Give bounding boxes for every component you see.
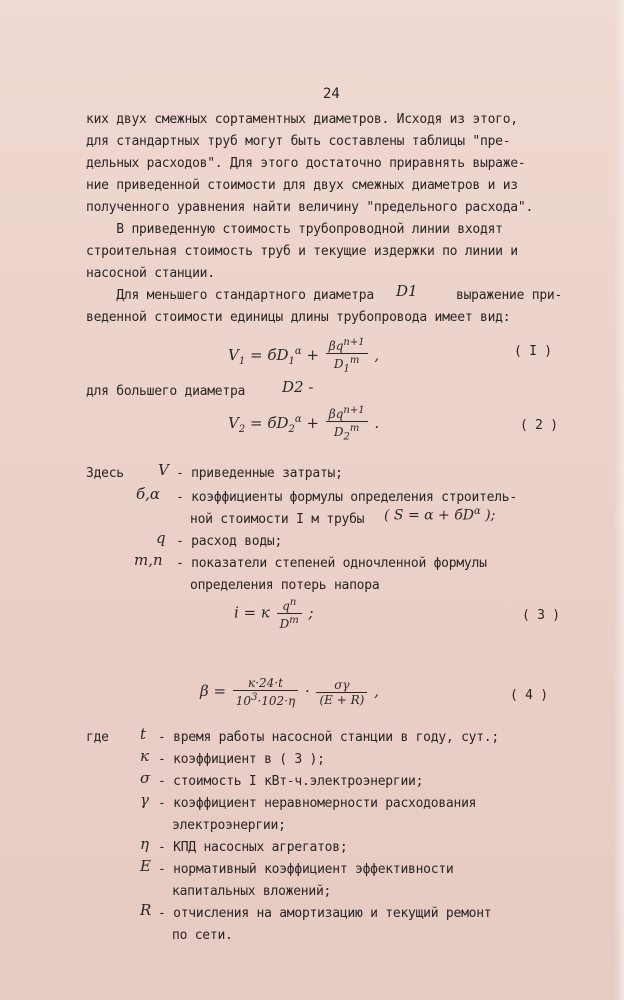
where-label: где (86, 730, 109, 745)
definition-text: - коэффициент в ( 3 ); (158, 752, 325, 767)
formula-2: $V_2 = бD_2^\alpha$ + $\frac{\beta q^{n+1}}{D_2^m}$ . (228, 405, 380, 443)
definition-text: электроэнергии; (172, 818, 286, 833)
symbol-r: R (140, 901, 152, 919)
definition-text: - расход воды; (176, 534, 283, 549)
definition-text: - нормативный коэффициент эффективности (158, 862, 454, 877)
symbol-k: к (140, 747, 149, 765)
definition-text: - стоимость I кВт-ч.электроэнергии; (158, 774, 424, 789)
definition-text: определения потерь напора (190, 578, 380, 593)
text-line: строительная стоимость труб и текущие издержки по линии и (86, 244, 518, 259)
formula-1: $V_1 = бD_1^\alpha$ + $\frac{\beta q^{n+1}}{D_1^m}$ , (228, 337, 380, 375)
symbol-e: E (140, 857, 151, 875)
page-number: 24 (323, 86, 340, 102)
symbol-q: q (156, 529, 166, 547)
text-line: насосной станции. (86, 266, 215, 281)
definition-text: - приведенные затраты; (176, 466, 343, 481)
symbol-v: V (158, 461, 169, 479)
diameter-d1-symbol: D1 (396, 282, 418, 300)
definition-text: - отчисления на амортизацию и текущий ремонт (158, 906, 492, 921)
pipe-cost-formula: ( $S = \alpha + бD^\alpha$ ); (384, 506, 496, 524)
symbol-eta: η (140, 835, 149, 853)
formula-2-number: ( 2 ) (520, 418, 558, 433)
symbol-gamma: γ (140, 791, 149, 809)
text-line: веденной стоимости единицы длины трубопровода имеет вид: (86, 310, 511, 325)
definition-text: - коэффициент неравномерности расходования (158, 796, 477, 811)
formula-4: β = $\frac{к\cdot 24\cdot t}{10^3\cdot 102\cdot\eta}$ · $\frac{\sigma\gamma}{(E + R)}$ , (200, 676, 379, 708)
definition-text: - коэффициенты формулы определения строитель- (176, 490, 517, 505)
text-line: ких двух смежных сортаментных диаметров. Исходя из этого, (86, 112, 518, 127)
symbol-m-n: m,n (134, 551, 163, 569)
definition-text: ной стоимости I м трубы (190, 512, 365, 527)
symbol-b-alpha: б,α (136, 485, 161, 503)
definition-text: по сети. (172, 928, 233, 943)
definition-text: - КПД насосных агрегатов; (158, 840, 348, 855)
formula-3-number: ( 3 ) (522, 608, 560, 623)
definition-text: капитальных вложений; (172, 884, 332, 899)
text-line: В приведенную стоимость трубопроводной линии входят (86, 222, 503, 237)
symbol-sigma: σ (140, 769, 151, 787)
definition-text: - время работы насосной станции в году, сут.; (158, 730, 499, 745)
text-line: дельных расходов". Для этого достаточно приравнять выраже- (86, 156, 526, 171)
here-label: Здесь (86, 466, 124, 481)
text-line: Для меньшего стандартного диаметра (86, 288, 374, 303)
symbol-t: t (140, 725, 147, 743)
text-line: полученного уравнения найти величину "предельного расхода". (86, 200, 534, 215)
text-line: выражение при- (456, 288, 563, 303)
definition-text: - показатели степеней одночленной формулы (176, 556, 487, 571)
page-edge (614, 0, 624, 1000)
formula-4-number: ( 4 ) (510, 688, 548, 703)
diameter-d2-symbol: D2 - (282, 378, 314, 396)
text-line: для большего диаметра (86, 384, 246, 399)
text-line: для стандартных труб могут быть составлены таблицы "пре- (86, 134, 511, 149)
formula-1-number: ( I ) (514, 344, 552, 359)
formula-3: i = к $\frac{q^n}{D^m}$ ; (234, 597, 314, 631)
text-line: ние приведенной стоимости для двух смежных диаметров и из (86, 178, 518, 193)
